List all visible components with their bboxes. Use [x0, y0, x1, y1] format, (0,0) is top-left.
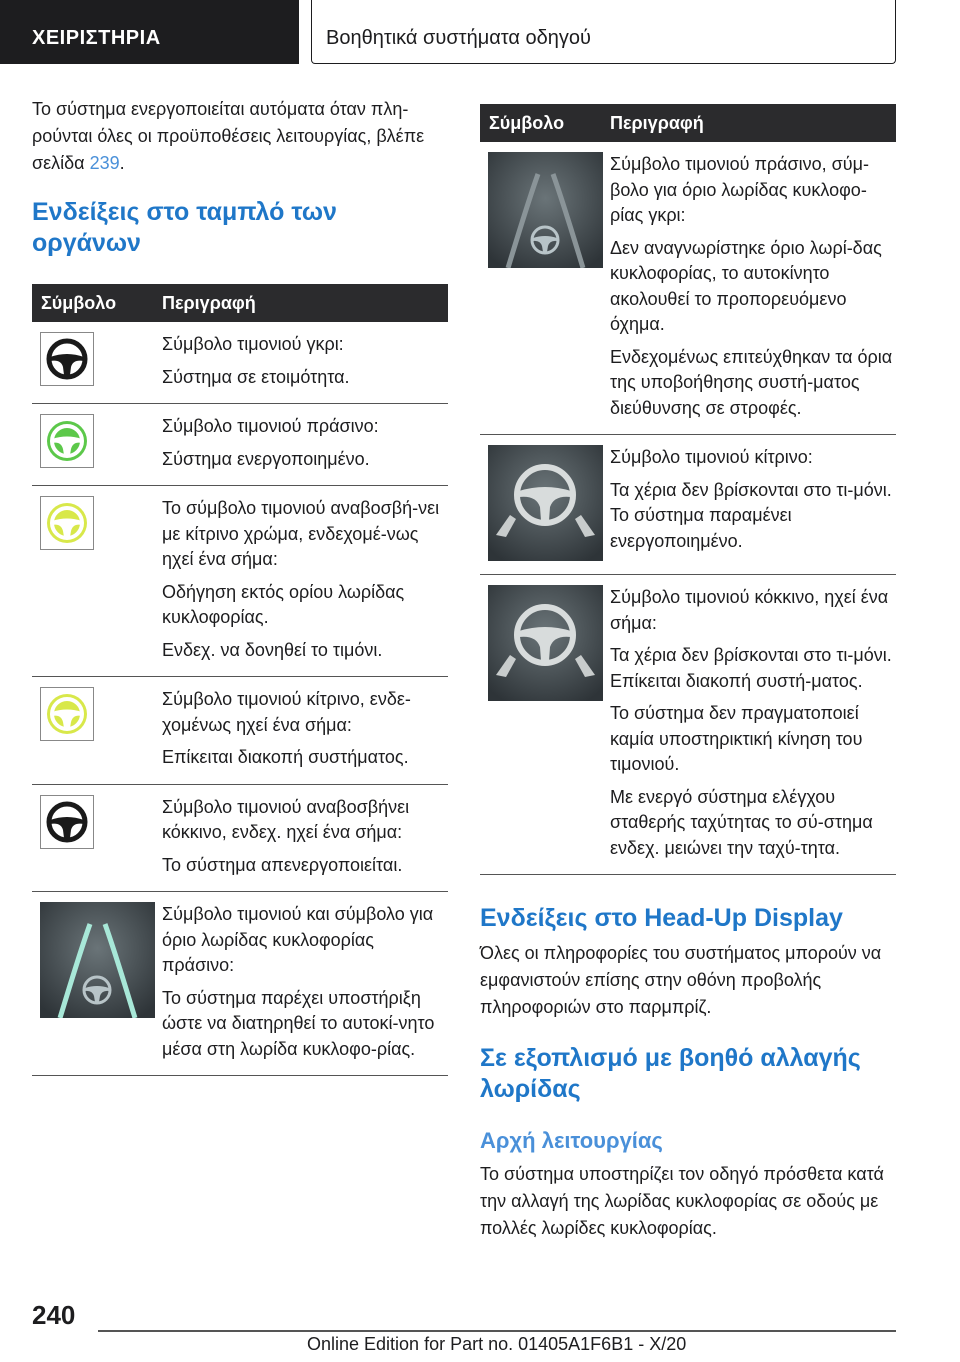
section-title: Βοηθητικά συστήματα οδηγού [326, 27, 591, 49]
table-row: Το σύμβολο τιμονιού αναβοσβή-νει με κίτρινο χρώμα, ενδεχομέ-νως ηχεί ένα σήμα: Οδήγηση εκτός ορίου λωρίδας κυκλοφορίας. Ενδεχ. να δονηθεί το τιμόνι. [32, 486, 448, 677]
hands-on-wheel-red-icon [488, 585, 603, 701]
table-row: Σύμβολο τιμονιού γκρι: Σύστημα σε ετοιμότητα. [32, 322, 448, 404]
table-row: Σύμβολο τιμονιού και σύμβολο για όριο λωρίδας κυκλοφορίας πράσινο: Το σύστημα παρέχει υποστήριξη ώστε να διατηρηθεί το αυτοκί-νητο μέσα στη λωρίδα κυκλοφο-ρίας. [32, 892, 448, 1076]
left-column [32, 96, 448, 1076]
steering-wheel-grey-icon [40, 332, 94, 386]
table-row: Σύμβολο τιμονιού κίτρινο: Τα χέρια δεν βρίσκονται στο τι-μόνι. Το σύστημα παραμένει ενεργοποιημένο. [480, 435, 896, 575]
table-row: Σύμβολο τιμονιού πράσινο: Σύστημα ενεργοποιημένο. [32, 404, 448, 486]
right-column [480, 104, 896, 1242]
cluster-symbol-table [32, 284, 448, 1076]
hands-on-wheel-yellow-icon [488, 445, 603, 561]
page-reference-link[interactable]: 239 [89, 153, 120, 173]
hud-heading: Ενδείξεις στο Head-Up Display [480, 904, 843, 932]
section-tab [311, 0, 896, 64]
column-description: Περιγραφή [610, 112, 704, 133]
cluster-symbol-table-continued [480, 104, 896, 875]
footer-divider [98, 1330, 896, 1332]
lane-steering-green-icon [40, 902, 155, 1018]
chapter-tab [0, 0, 299, 64]
principle-paragraph: Το σύστημα υποστηρίζει τον οδηγό πρόσθετα κατά την αλλαγή της λωρίδας κυκλοφορίας σε οδούς με πολλές λωρίδες κυκλοφορίας. [480, 1164, 884, 1238]
column-symbol: Σύμβολο [41, 292, 117, 313]
table-row: Σύμβολο τιμονιού κόκκινο, ηχεί ένα σήμα: Τα χέρια δεν βρίσκονται στο τι-μόνι. Επίκειται διακοπή συστή-ματος. Το σύστημα δεν πραγματοποιεί καμία υποστηρικτική κίνηση του τιμονιού. Με ενεργό σύστημα ελέγχου σταθερής ταχύτητας το σύ-στημα ενδεχ. μειώνει την ταχύ-τητα. [480, 575, 896, 875]
lane-change-heading: Σε εξοπλισμό με βοηθό αλλαγής λωρίδας [480, 1044, 861, 1103]
steering-wheel-yellow-icon [40, 496, 94, 550]
chapter-title: ΧΕΙΡΙΣΤΗΡΙΑ [32, 27, 161, 49]
table-header [32, 284, 448, 322]
principle-heading: Αρχή λειτουργίας [480, 1128, 663, 1153]
intro-paragraph: Το σύστημα ενεργοποιείται αυτόματα όταν πλη-ρούνται όλες οι προϋποθέσεις λειτουργίας, βλέπε σελίδα 239. [32, 99, 425, 173]
column-symbol: Σύμβολο [489, 112, 565, 133]
lane-steering-grey-icon [488, 152, 603, 268]
table-header [480, 104, 896, 142]
column-description: Περιγραφή [162, 292, 256, 313]
table-row: Σύμβολο τιμονιού κίτρινο, ενδε-χομένως ηχεί ένα σήμα: Επίκειται διακοπή συστήματος. [32, 677, 448, 785]
table-row: Σύμβολο τιμονιού πράσινο, σύμ-βολο για όριο λωρίδας κυκλοφο-ρίας γκρι: Δεν αναγνωρίστηκε όριο λωρί-δας κυκλοφορίας, το αυτοκίνητο ακολουθεί το προπορευόμενο όχημα. Ενδεχομένως επιτεύχθηκαν τα όρια της υποβοήθησης συστή-ματος διεύθυνσης σε στροφές. [480, 142, 896, 435]
edition-text: Online Edition for Part no. 01405A1F6B1 - X/20 [307, 1334, 687, 1354]
cluster-heading: Ενδείξεις στο ταμπλό των οργάνων [32, 198, 337, 257]
hud-paragraph: Όλες οι πληροφορίες του συστήματος μπορούν να εμφανιστούν επίσης στην οθόνη προβολής πληροφοριών στο παρμπρίζ. [480, 943, 882, 1017]
steering-wheel-green-icon [40, 414, 94, 468]
page-number: 240 [32, 1300, 76, 1330]
steering-wheel-yellow-icon [40, 687, 94, 741]
table-row: Σύμβολο τιμονιού αναβοσβήνει κόκκινο, ενδεχ. ηχεί ένα σήμα: Το σύστημα απενεργοποιείται. [32, 785, 448, 893]
steering-wheel-red-icon [40, 795, 94, 849]
